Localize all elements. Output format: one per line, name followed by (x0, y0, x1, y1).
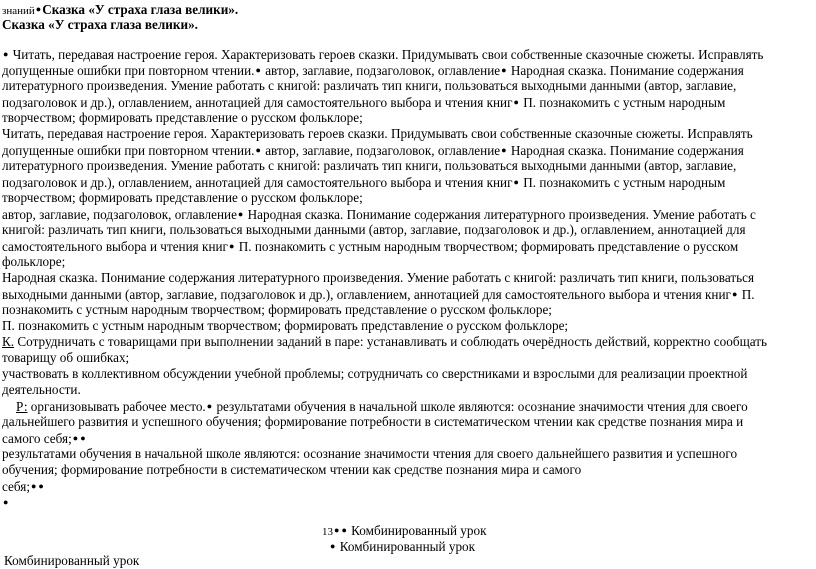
text-line: подзаголовок и др.), оглавлением, аннотацией для самостоятельного выбора и чтения книг● П. познакомить с устным народным (2, 174, 725, 191)
bullet-icon (500, 63, 507, 78)
text-line (2, 494, 9, 511)
footer-line-3: Комбинированный урок (4, 553, 140, 568)
text-line: подзаголовок и др.), оглавлением, аннотацией для самостоятельного выбора и чтения книг● П. познакомить с устным народным (2, 94, 725, 111)
bullet-icon (254, 143, 261, 158)
text-line: литературного произведения. Умение работать с книгой: различать тип книги, пользоваться выходными данными (автор, заглавие, (2, 78, 737, 93)
text-line: допущенные ошибки при повторном чтении.● автор, заглавие, подзаголовок, оглавление● Народная сказка. Понимание содержания (2, 62, 744, 79)
text-line: участвовать в коллективном обсуждении учебной проблемы; сотрудничать со сверстниками и взрослыми для реализации проектной (2, 366, 748, 381)
text-line: автор, заглавие, подзаголовок, оглавление● Народная сказка. Понимание содержания литературного произведения. Умение работать с (2, 206, 756, 223)
text-line: К. Сотрудничать с товарищами при выполнении заданий в паре: устанавливать и соблюдать очерёдность действий, корректно сообщать (2, 334, 768, 349)
text-line: допущенные ошибки при повторном чтении.● автор, заглавие, подзаголовок, оглавление● Народная сказка. Понимание содержания (2, 142, 744, 159)
bullet-icon (340, 523, 347, 538)
text-line: результатами обучения в начальной школе являются: осознание значимости чтения для своего дальнейшего развития и успешного (2, 446, 738, 461)
page-number: 13 (322, 526, 333, 538)
bullet-icon (2, 495, 9, 510)
text-line: творчеством; формировать представление о русском фольклоре; (2, 190, 363, 205)
bullet-icon (513, 175, 520, 190)
lesson-type-label: Комбинированный урок (336, 539, 476, 554)
footer-line-2 (329, 538, 475, 555)
text-line: себя;● ● (2, 478, 45, 495)
bullet-icon (37, 479, 44, 494)
text-line: самого себя;● ● (2, 430, 87, 447)
text-line: фольклоре; (2, 254, 66, 269)
text-line: литературного произведения. Умение работать с книгой: различать тип книги, пользоваться выходными данными (автор, заглавие, (2, 158, 737, 173)
text-line: товарищу об ошибках; (2, 350, 130, 365)
text-line: познакомить с устным народным творчеством; формировать представление о русском фольклоре; (2, 302, 552, 317)
text-line: книгой: различать тип книги, пользоваться выходными данными (автор, заглавие, подзаголовок и др.), оглавлением, аннотацией для (2, 222, 746, 237)
lesson-type-label: Комбинированный урок (347, 523, 487, 538)
text-line: дальнейшего развития и успешного обучения; формирование потребности в систематическом чтении как средстве познания мира и (2, 414, 744, 429)
text-line: деятельности. (2, 382, 81, 397)
text-line: обучения; формирование потребности в систематическом чтении как средстве познания мира и самого (2, 462, 582, 477)
text-line: П. познакомить с устным народным творчеством; формировать представление о русском фольклоре; (2, 318, 569, 333)
text-line: Р: организовывать рабочее место.● результатами обучения в начальной школе являются: осознание значимости чтения для своего (16, 398, 748, 415)
bullet-icon (79, 431, 86, 446)
text-line: самостоятельного выбора и чтения книг● П. познакомить с устным народным творчеством; формировать представление о русском (2, 238, 738, 255)
text-line: выходными данными (автор, заглавие, подзаголовок и др.), оглавлением, аннотацией для самостоятельного выбора и чтения книг● П. (2, 286, 755, 303)
lesson-title: Сказка «У страха глаза велики». (42, 2, 239, 17)
bullet-icon (254, 63, 261, 78)
lesson-title-repeat: Сказка «У страха глаза велики». (2, 17, 198, 32)
section-label-r: Р: (16, 399, 28, 414)
text-line: творчеством; формировать представление о русском фольклоре; (2, 110, 363, 125)
bullet-icon (513, 95, 520, 110)
prefix-text: знаний (2, 5, 35, 17)
bullet-icon (500, 143, 507, 158)
section-label-k: К. (2, 334, 15, 349)
text-line: Народная сказка. Понимание содержания литературного произведения. Умение работать с книгой: различать тип книги, пользоваться (2, 270, 755, 285)
text-line: Читать, передавая настроение героя. Характеризовать героев сказки. Придумывать свои собственные сказочные сюжеты. Исправлять (2, 126, 753, 141)
text-line: ● Читать, передавая настроение героя. Характеризовать героев сказки. Придумывать свои собственные сказочные сюжеты. Исправлять (2, 46, 763, 63)
